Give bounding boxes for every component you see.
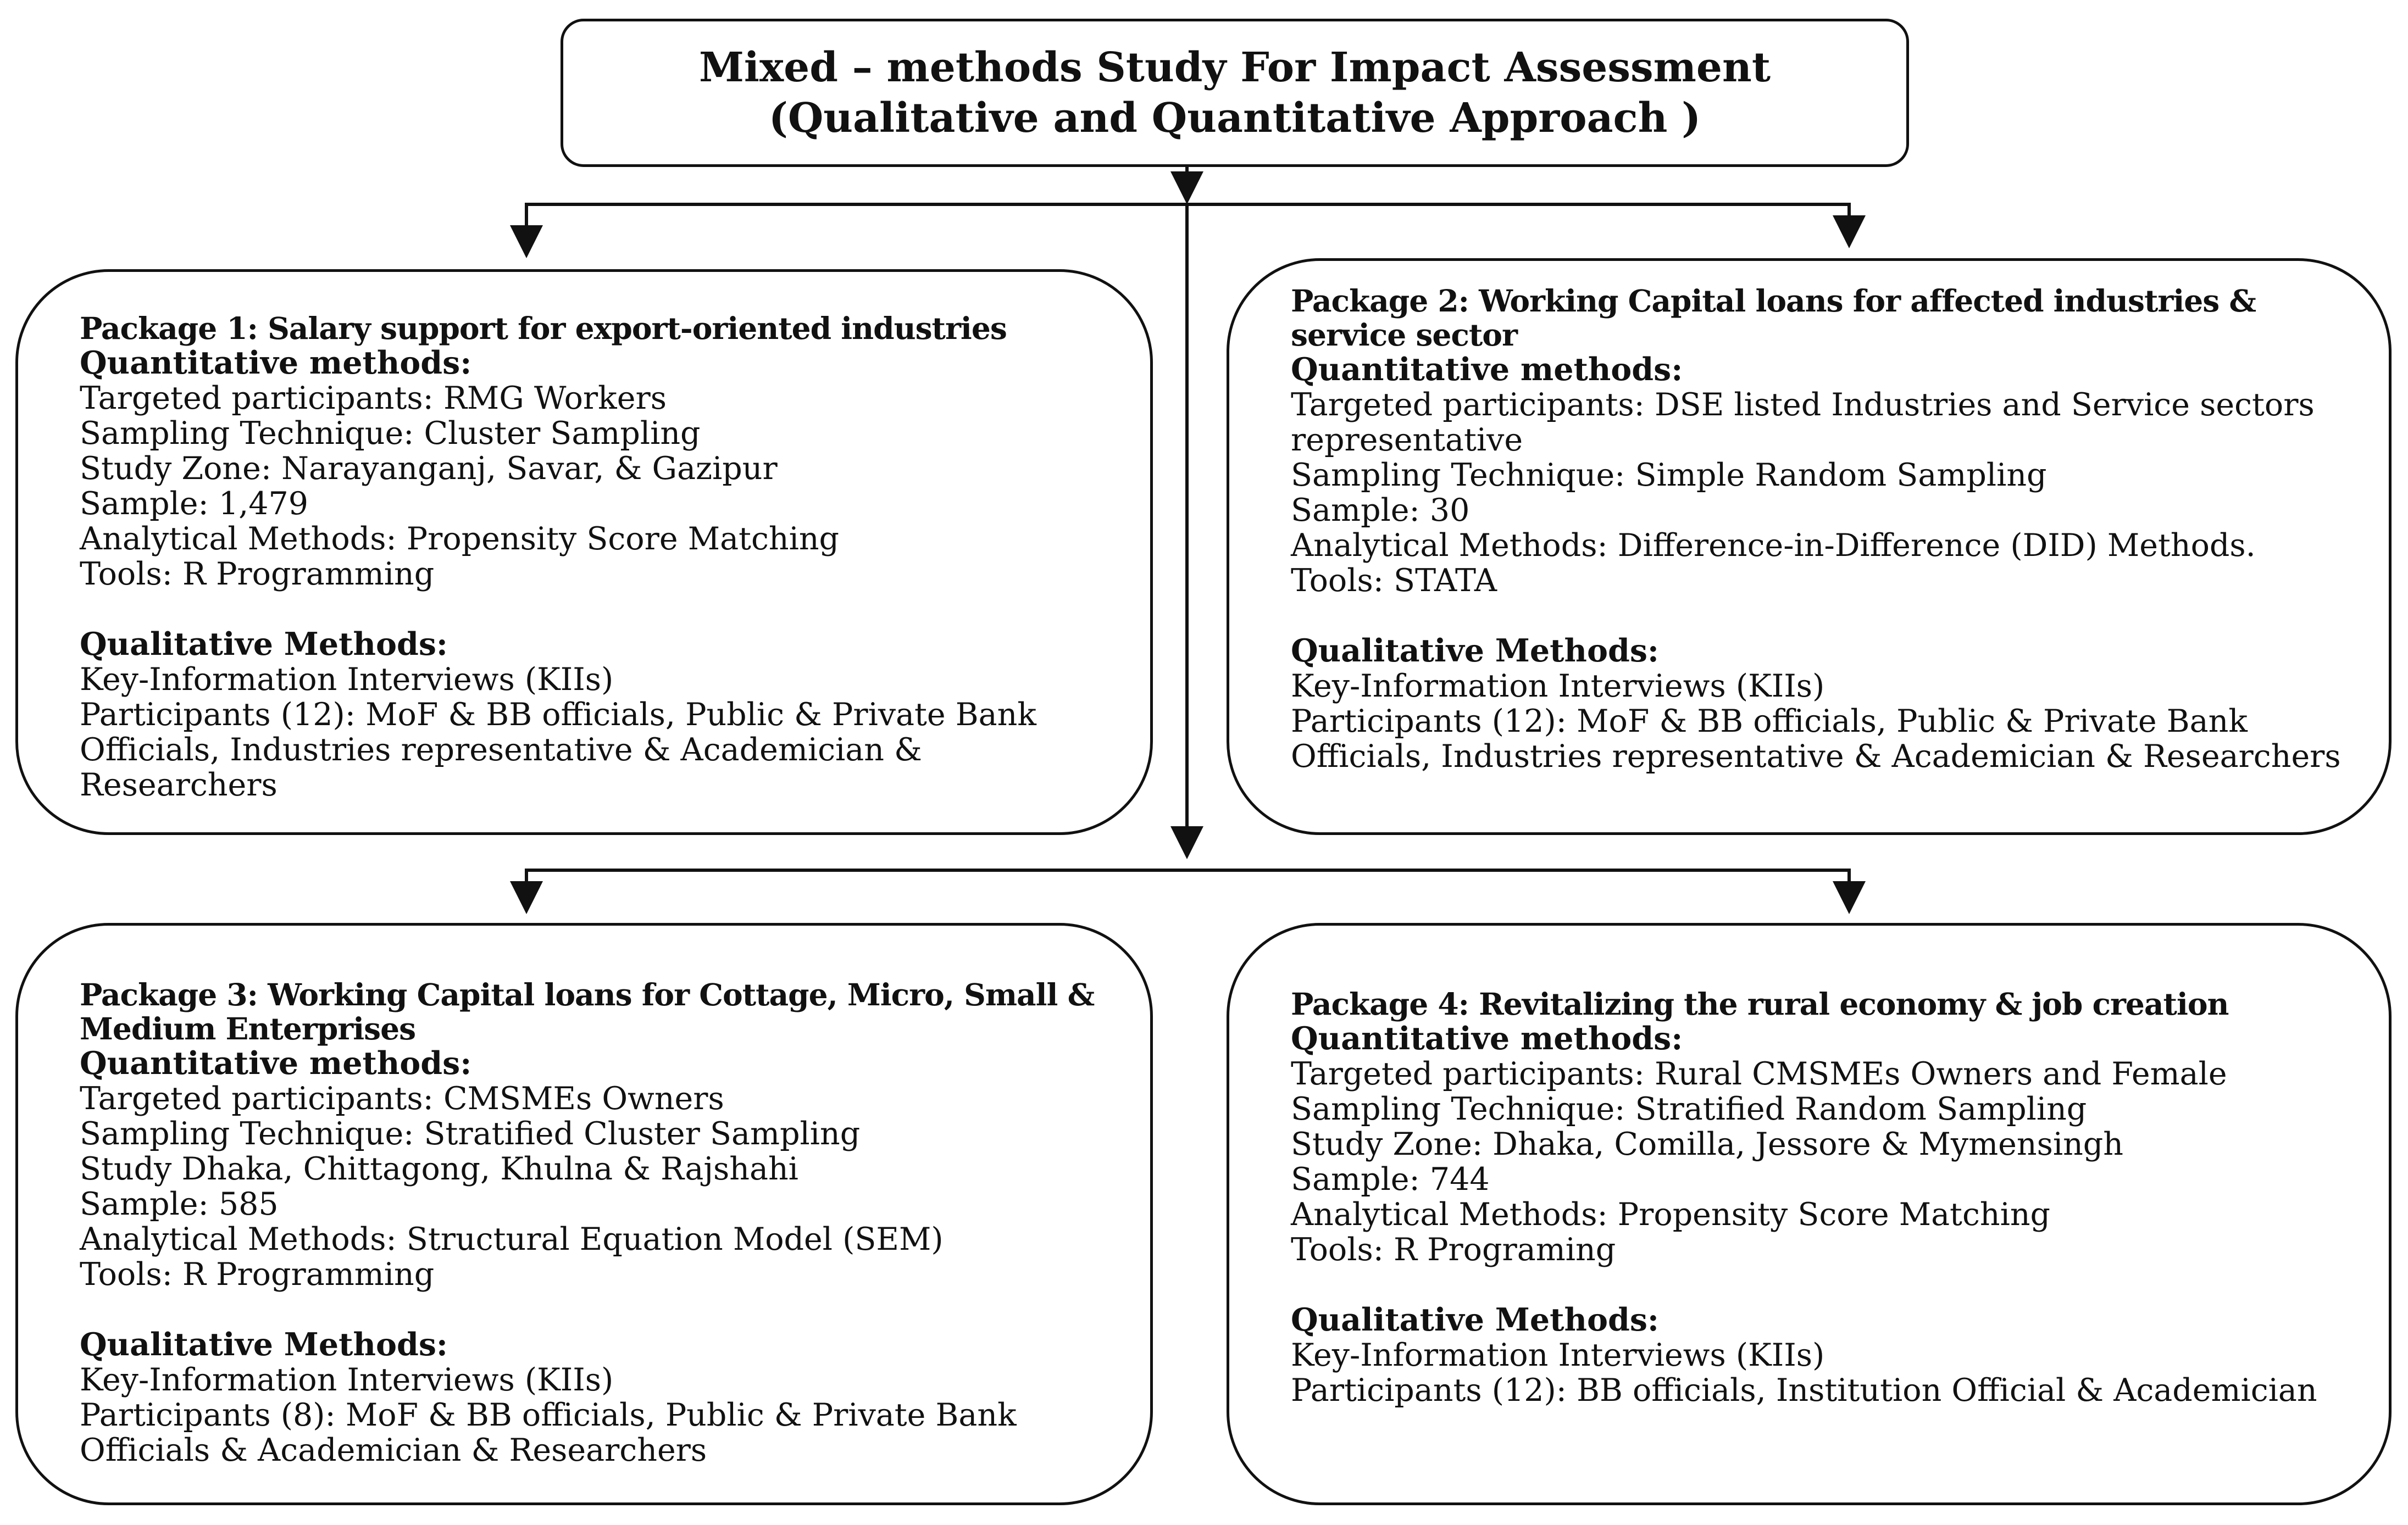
package-4-quant-heading: Quantitative methods:	[1291, 1020, 1683, 1057]
study-title-line-1: Mixed – methods Study For Impact Assessment	[698, 44, 1771, 91]
package-2-qual-line: Participants (12): MoF & BB officials, Public & Private Bank Officials, Industries representative & Academician & Researchers	[1291, 703, 2341, 775]
package-1-quant-line: Targeted participants: RMG Workers	[80, 380, 667, 416]
package-1-box	[15, 269, 1153, 835]
package-3-quant-line: Analytical Methods: Structural Equation Model (SEM)	[80, 1221, 944, 1257]
package-4-quant-line: Sample: 744	[1291, 1161, 1490, 1198]
package-2-qual-line: Key-Information Interviews (KIIs)	[1291, 668, 1825, 704]
package-2-quant-line: Tools: STATA	[1291, 563, 1497, 599]
package-1-qual-line: Key-Information Interviews (KIIs)	[80, 661, 614, 698]
package-1-quant-line: Sampling Technique: Cluster Sampling	[80, 415, 701, 452]
package-4-quant-line: Sampling Technique: Stratified Random Sampling	[1291, 1091, 2087, 1127]
package-4-quant-line: Analytical Methods: Propensity Score Matching	[1291, 1196, 2051, 1233]
package-1-quant-line: Analytical Methods: Propensity Score Matching	[80, 521, 840, 557]
package-2-box	[1227, 258, 2392, 835]
package-3-title: Package 3: Working Capital loans for Cottage, Micro, Small & Medium Enterprises	[80, 977, 1095, 1047]
package-4-quant-line: Tools: R Programing	[1291, 1232, 1616, 1268]
package-4-qual-line: Key-Information Interviews (KIIs)	[1291, 1337, 1825, 1373]
package-1-qual-line: Participants (12): MoF & BB officials, Public & Private Bank Officials, Industries representative & Academician & Researchers	[80, 697, 1036, 803]
package-2-quant-heading: Quantitative methods:	[1291, 351, 1683, 388]
spacer	[1291, 598, 2356, 633]
package-3-qual-line: Key-Information Interviews (KIIs)	[80, 1362, 614, 1398]
package-1-quant-line: Tools: R Programming	[80, 556, 435, 592]
package-3-box	[15, 923, 1153, 1505]
package-1-quant-line: Study Zone: Narayanganj, Savar, & Gazipur	[80, 450, 778, 487]
package-3-quant-heading: Quantitative methods:	[80, 1045, 472, 1082]
package-1-quant-line: Sample: 1,479	[80, 486, 309, 522]
package-2-quant-line: Analytical Methods: Difference-in-Difference (DID) Methods.	[1291, 527, 2256, 564]
package-4-box	[1227, 923, 2392, 1505]
package-3-quant-line: Sample: 585	[80, 1186, 279, 1222]
package-2-quant-line: Sampling Technique: Simple Random Sampling	[1291, 457, 2047, 493]
package-1-title: Package 1: Salary support for export-oriented industries	[80, 310, 1007, 346]
package-3-qual-line: Participants (8): MoF & BB officials, Public & Private Bank Officials & Academician & Researchers	[80, 1397, 1017, 1468]
package-2-title: Package 2: Working Capital loans for affected industries & service sector	[1291, 283, 2256, 353]
package-3-quant-line: Targeted participants: CMSMEs Owners	[80, 1081, 724, 1117]
study-title-line-2: (Qualitative and Quantitative Approach )	[768, 94, 1701, 142]
package-4-quant-line: Study Zone: Dhaka, Comilla, Jessore & Mymensingh	[1291, 1126, 2124, 1162]
spacer	[1291, 1267, 2356, 1303]
package-3-quant-line: Sampling Technique: Stratified Cluster Sampling	[80, 1116, 861, 1152]
package-2-quant-line: Targeted participants: DSE listed Industries and Service sectors representative	[1291, 387, 2315, 458]
spacer	[80, 592, 1117, 627]
package-1-qual-heading: Qualitative Methods:	[80, 626, 448, 663]
package-1-quant-heading: Quantitative methods:	[80, 344, 472, 381]
spacer	[80, 1292, 1117, 1327]
package-4-quant-line: Targeted participants: Rural CMSMEs Owners and Female	[1291, 1056, 2227, 1092]
package-4-qual-heading: Qualitative Methods:	[1291, 1301, 1659, 1338]
package-2-quant-line: Sample: 30	[1291, 492, 1470, 528]
package-4-qual-line: Participants (12): BB officials, Institution Official & Academician	[1291, 1372, 2317, 1409]
package-3-quant-line: Tools: R Programming	[80, 1256, 435, 1293]
package-3-qual-heading: Qualitative Methods:	[80, 1326, 448, 1363]
package-2-qual-heading: Qualitative Methods:	[1291, 632, 1659, 669]
package-3-quant-line: Study Dhaka, Chittagong, Khulna & Rajshahi	[80, 1151, 798, 1187]
study-title-box	[561, 19, 1909, 167]
package-4-title: Package 4: Revitalizing the rural economy & job creation	[1291, 986, 2229, 1022]
